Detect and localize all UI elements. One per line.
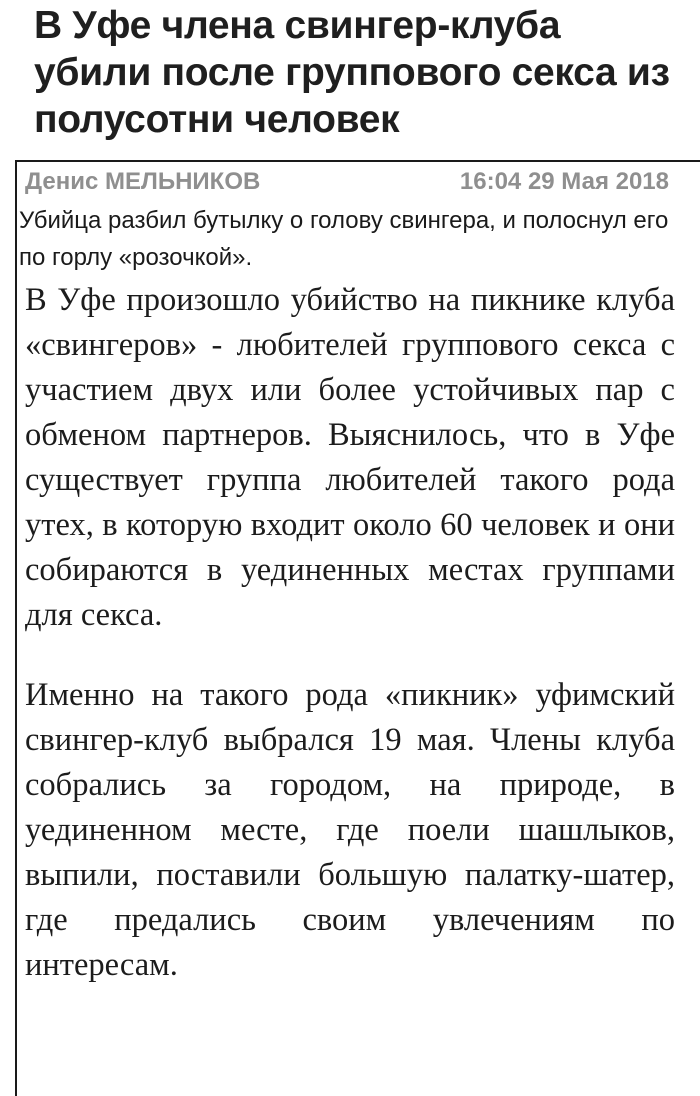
article-lead: Убийца разбил бутылку о голову свингера, и полоснул его по горлу «розочкой». xyxy=(19,207,669,271)
article-body xyxy=(25,278,675,988)
article-meta xyxy=(25,168,669,198)
article-paragraph: Именно на такого рода «пикник» уфимский свингер-клуб выбрался 19 мая. Члены клуба собрались за городом, на природе, в уединенном месте, где поели шашлыков, выпили, поставили большую палатку-шатер, где предались своим увлечениям по интересам. xyxy=(25,677,675,983)
article-author[interactable]: Денис МЕЛЬНИКОВ xyxy=(25,168,261,195)
article-headline: В Уфе члена свингер-клуба убили после группового секса из полусотни человек xyxy=(34,4,670,141)
article-date: 16:04 29 Мая 2018 xyxy=(459,168,669,195)
article-paragraph: В Уфе произошло убийство на пикнике клуба «свингеров» - любителей группового секса с участием двух или более устойчивых пар с обменом партнеров. Выяснилось, что в Уфе существует группа любителей такого рода утех, в которую входит около 60 человек и они собираются в уединенных местах группами для секса. xyxy=(25,282,675,633)
